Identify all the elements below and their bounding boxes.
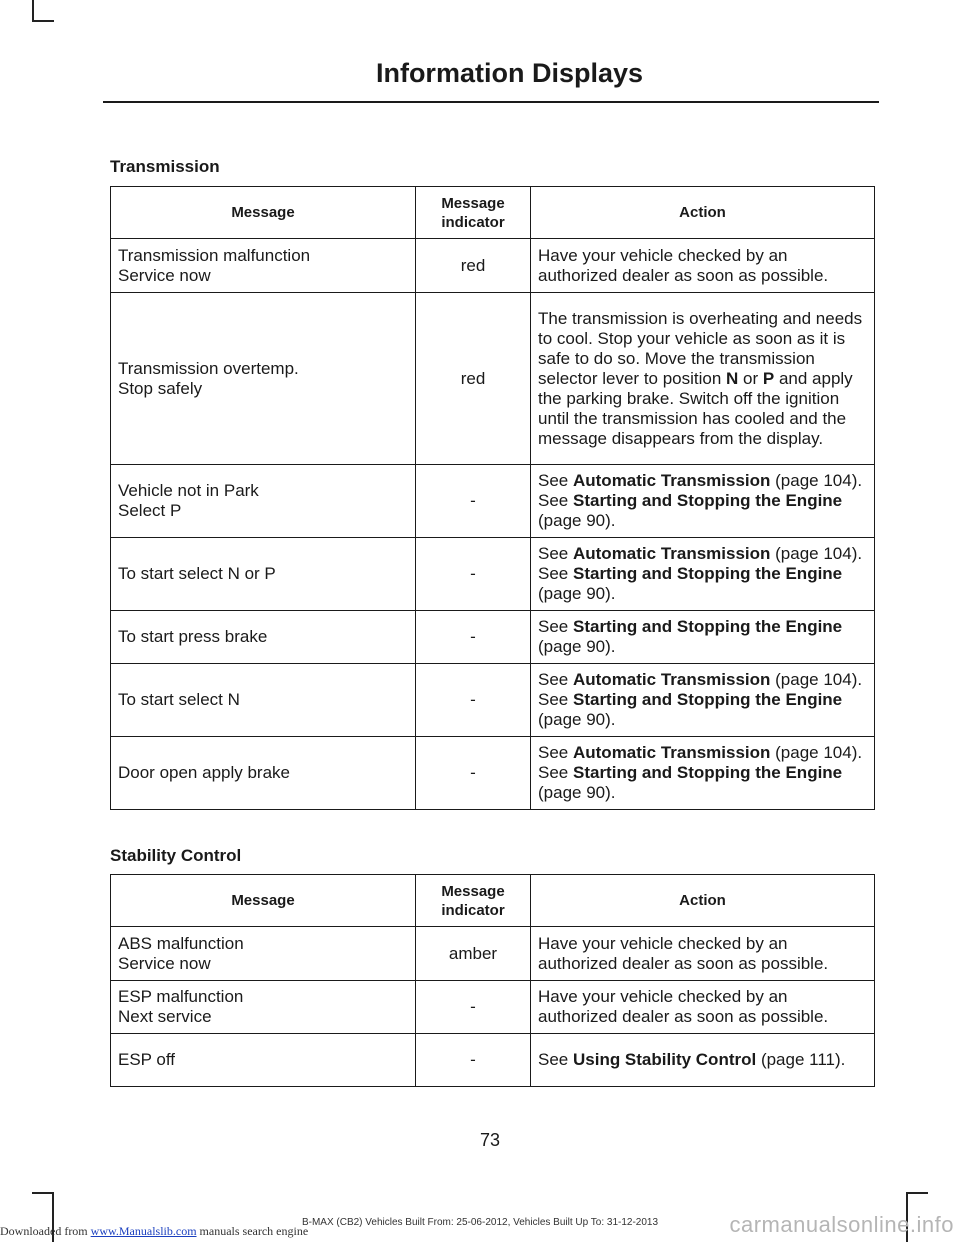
table-row (111, 1034, 875, 1087)
crop-mark (32, 0, 34, 22)
action-text: (page 104). See (538, 743, 863, 782)
stability-control-table (110, 874, 875, 1087)
action-text: See (538, 617, 573, 636)
action-cell (531, 239, 875, 293)
cross-reference: Starting and Stopping the Engine (572, 690, 843, 709)
cross-reference: Starting and Stopping the Engine (572, 564, 843, 583)
table-row (111, 664, 875, 737)
indicator-cell: amber (416, 927, 531, 981)
action-cell (531, 538, 875, 611)
column-header-action: Action (531, 875, 875, 927)
action-text: (page 90). (538, 511, 616, 530)
indicator-cell: red (416, 239, 531, 293)
action-text: (page 90). (538, 584, 616, 603)
action-text: (page 90). (538, 637, 616, 656)
action-text: (page 104). See (538, 544, 863, 583)
section-title-stability-control: Stability Control (110, 846, 242, 865)
cross-reference: Automatic Transmission (572, 743, 771, 762)
action-text: Have your vehicle checked by an authorized dealer as soon as possible. (538, 987, 829, 1026)
action-cell (531, 1034, 875, 1087)
action-cell (531, 465, 875, 538)
action-text: (page 90). (538, 783, 616, 802)
table-row (111, 239, 875, 293)
table-row (111, 465, 875, 538)
action-cell (531, 664, 875, 737)
action-text: See (538, 670, 573, 689)
indicator-cell: red (416, 293, 531, 465)
indicator-cell: - (416, 465, 531, 538)
message-cell: Transmission malfunction Service now (111, 239, 416, 293)
transmission-table (110, 186, 875, 810)
action-cell (531, 293, 875, 465)
vehicle-info: B-MAX (CB2) Vehicles Built From: 25-06-2012, Vehicles Built Up To: 31-12-2013 (301, 1217, 659, 1228)
action-text: Have your vehicle checked by an authorized dealer as soon as possible. (538, 245, 829, 285)
indicator-cell: - (416, 1034, 531, 1087)
action-text: and apply the parking brake. Switch off the ignition until the transmission has cooled and the message disappears from the display. (538, 368, 853, 448)
table-row (111, 611, 875, 664)
cross-reference: P (762, 368, 775, 388)
indicator-cell: - (416, 737, 531, 810)
action-text: Have your vehicle checked by an authorized dealer as soon as possible. (538, 933, 829, 973)
cross-reference: Using Stability Control (572, 1050, 757, 1069)
message-cell: To start select N or P (111, 538, 416, 611)
download-suffix: manuals search engine (196, 1224, 309, 1238)
action-cell (531, 737, 875, 810)
download-prefix: Downloaded from (0, 1224, 91, 1238)
action-text: See (538, 471, 573, 490)
table-row (111, 981, 875, 1034)
indicator-cell: - (416, 538, 531, 611)
message-cell: Vehicle not in Park Select P (111, 465, 416, 538)
indicator-cell: - (416, 611, 531, 664)
table-row (111, 538, 875, 611)
page-number: 73 (479, 1130, 501, 1150)
action-text: See (538, 1050, 573, 1069)
cross-reference: N (726, 368, 739, 388)
action-text: See (538, 544, 573, 563)
crop-mark (906, 1192, 928, 1194)
cross-reference: Starting and Stopping the Engine (572, 491, 843, 510)
message-cell: To start select N (111, 664, 416, 737)
message-cell: Door open apply brake (111, 737, 416, 810)
cross-reference: Automatic Transmission (572, 471, 771, 490)
action-text: or (738, 368, 763, 388)
action-text: (page 90). (538, 710, 616, 729)
column-header-indicator: Message indicator (416, 187, 531, 239)
cross-reference: Starting and Stopping the Engine (572, 763, 843, 782)
section-title-transmission: Transmission (110, 157, 220, 176)
page-title: Information Displays (375, 58, 643, 88)
table-row (111, 737, 875, 810)
cross-reference: Automatic Transmission (572, 544, 771, 563)
message-cell: Transmission overtemp. Stop safely (111, 293, 416, 465)
table-row (111, 293, 875, 465)
action-text: The transmission is overheating and needs to cool. Stop your vehicle as soon as it is safe to do so. Move the transmission selector lever to position (538, 308, 863, 388)
watermark: carmanualsonline.info (729, 1212, 954, 1237)
cross-reference: Starting and Stopping the Engine (572, 617, 843, 636)
message-cell: To start press brake (111, 611, 416, 664)
message-cell: ESP malfunction Next service (111, 981, 416, 1034)
action-text: (page 104). See (538, 670, 863, 709)
table-row (111, 927, 875, 981)
cross-reference: Automatic Transmission (572, 670, 771, 689)
crop-mark (32, 1192, 54, 1194)
crop-mark (32, 20, 54, 22)
message-cell: ABS malfunction Service now (111, 927, 416, 981)
action-text: (page 111). (756, 1050, 846, 1069)
column-header-message: Message (111, 875, 416, 927)
download-notice (0, 1224, 308, 1239)
action-text: (page 104). See (538, 471, 863, 510)
column-header-action: Action (531, 187, 875, 239)
indicator-cell: - (416, 664, 531, 737)
message-cell: ESP off (111, 1034, 416, 1087)
action-cell (531, 611, 875, 664)
action-cell (531, 927, 875, 981)
download-link[interactable]: www.Manualslib.com (90, 1224, 197, 1238)
action-cell (531, 981, 875, 1034)
header-rule (103, 101, 879, 103)
column-header-message: Message (111, 187, 416, 239)
column-header-indicator: Message indicator (416, 875, 531, 927)
indicator-cell: - (416, 981, 531, 1034)
action-text: See (538, 743, 573, 762)
